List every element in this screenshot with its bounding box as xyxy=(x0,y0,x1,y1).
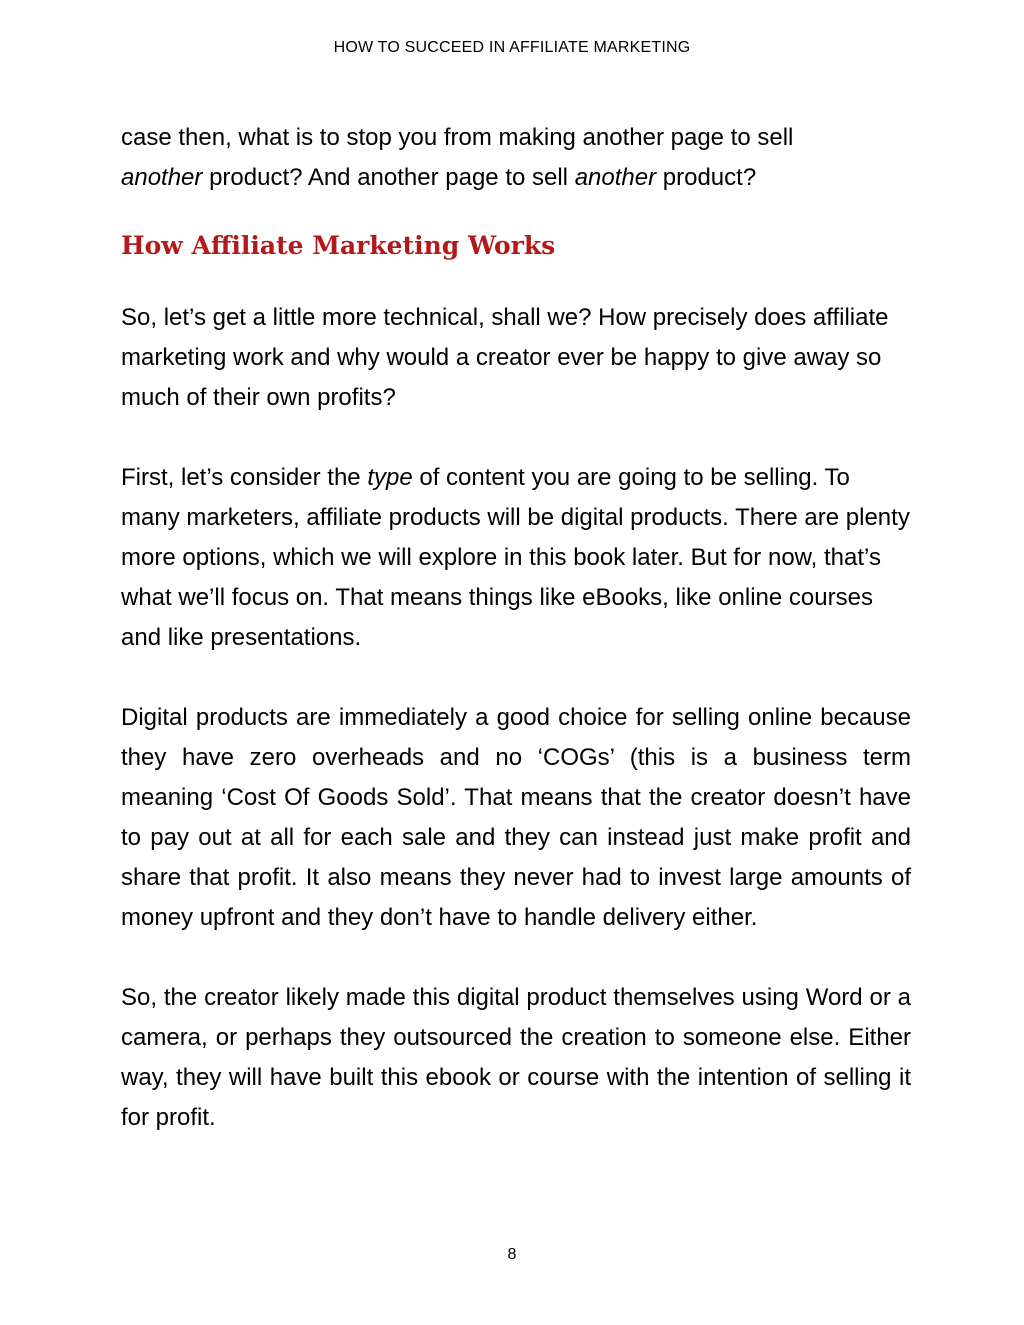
intro-middle: product? And another page to sell xyxy=(202,164,575,191)
paragraph-creator: So, the creator likely made this digital product themselves using Word or a camera, or perhaps they outsourced the creation to someone else. Either way, they will have built this ebook or course with the intention of selling it for profit. xyxy=(121,984,911,1131)
content-type-emphasis: type xyxy=(367,464,413,491)
content-type-post: of content you are going to be selling. To many marketers, affiliate products will be digital products. There are plenty more options, which we will explore in this book later. But for now, that’s what we’ll focus on. That means things like eBooks, like online courses and like presentations. xyxy=(121,464,910,651)
paragraph-content-type xyxy=(121,458,911,658)
page-number: 8 xyxy=(507,1246,517,1263)
paragraph-technical: So, let’s get a little more technical, shall we? How precisely does affiliate marketing work and why would a creator ever be happy to give away so much of their own profits? xyxy=(121,304,889,411)
intro-emphasis-1: another xyxy=(121,164,203,191)
intro-line-1: case then, what is to stop you from making another page to sell xyxy=(121,124,794,151)
section-heading: How Affiliate Marketing Works xyxy=(121,231,556,260)
running-header: HOW TO SUCCEED IN AFFILIATE MARKETING xyxy=(333,39,691,56)
paragraph-digital-products: Digital products are immediately a good choice for selling online because they have zero overheads and no ‘COGs’ (this is a business term meaning ‘Cost Of Goods Sold’. That means that the creator doesn’t have to pay out at all for each sale and they can instead just make profit and share that profit. It also means they never had to invest large amounts of money upfront and they don’t have to handle delivery either. xyxy=(121,704,911,931)
content-type-pre: First, let’s consider the xyxy=(121,464,368,491)
page-body xyxy=(121,118,911,1138)
intro-emphasis-2: another xyxy=(574,164,657,191)
intro-end: product? xyxy=(656,164,757,191)
intro-paragraph xyxy=(121,118,911,198)
